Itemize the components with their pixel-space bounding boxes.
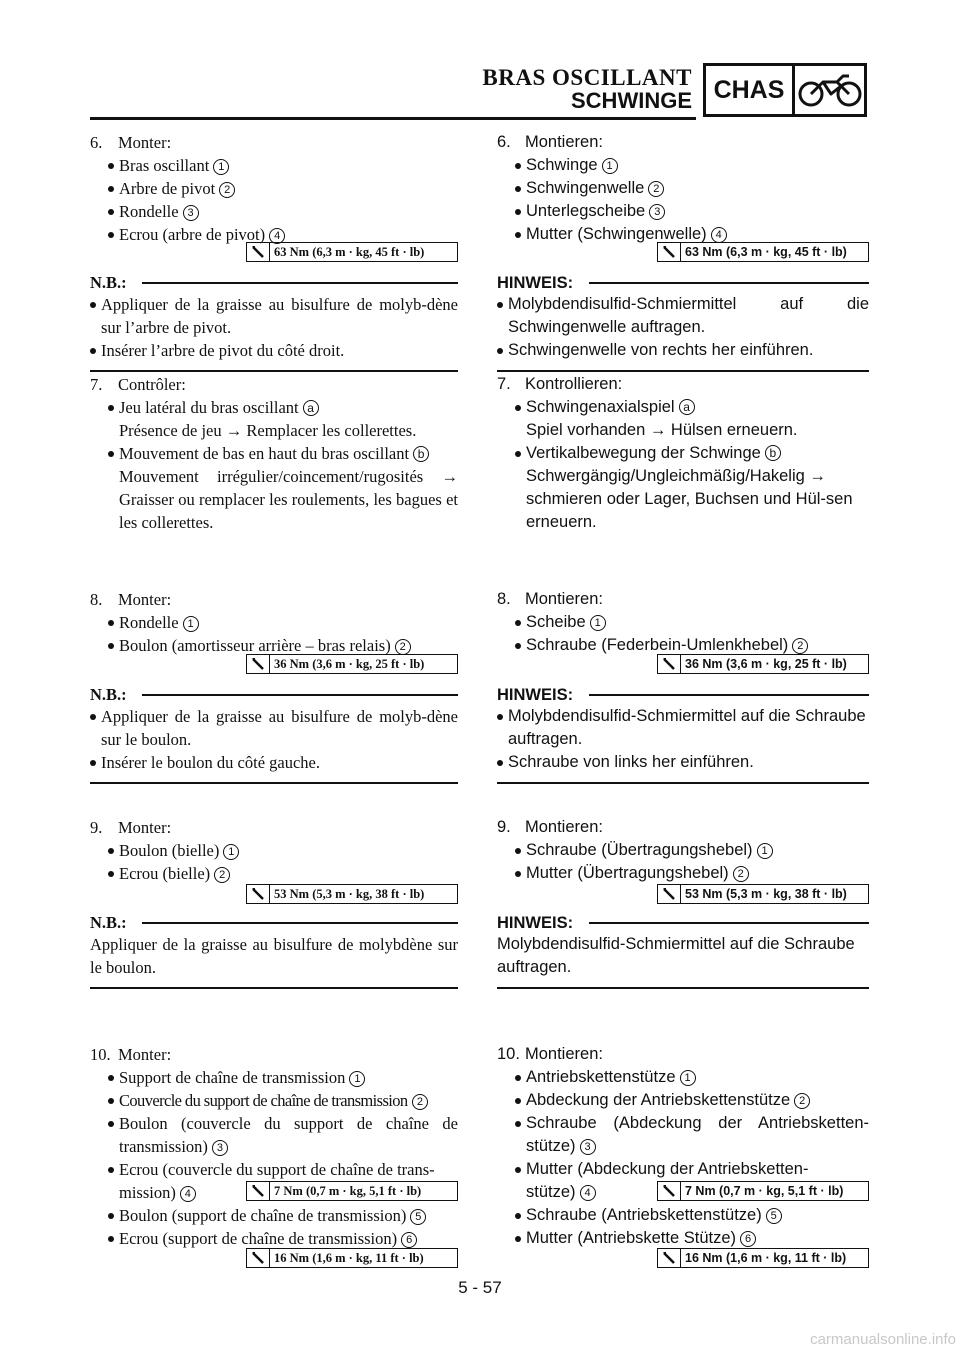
header-title-de: SCHWINGE [571,88,692,113]
step-9-fr: 9. Monter: Boulon (bielle) 1 Ecrou (bielle) 2 [90,816,458,885]
step-6-fr [90,131,458,246]
list-item: Schraube (Federbein-Umlenkhebel) 2 [497,634,869,657]
list-item: Ecrou (bielle) 2 [90,862,458,885]
step-8-de: 8. Montieren: Scheibe 1 Schraube (Federbein-Umlenkhebel) 2 [497,588,869,657]
section-badge [703,63,867,117]
list-item: Boulon (couvercle du support de chaîne de transmission) 3 [90,1112,458,1158]
note-item: Appliquer de la graisse au bisulfure de molyb-dène sur le boulon. [90,705,458,751]
list-item: Mutter (Abdeckung der Antriebsketten- stütze) 4 [497,1158,869,1204]
list-item: Ecrou (support de chaîne de transmission) 6 [90,1227,458,1250]
wrench-icon [658,1182,681,1200]
step-10-de: 10. Montieren: Antriebskettenstütze 1 Abdeckung der Antriebskettenstütze 2 Schraube (Abdeckung der Antriebsketten-stütze) 3 Mutter (Abdeckung der Antriebsketten- stütze) 4 Schraube (Antriebskettenstütze) 5 Mutter (Antriebskette Stütze) 6 [497,1043,869,1250]
torque-spec: 63 Nm (6,3 m · kg, 45 ft · lb) [657,242,869,262]
callout-1: 1 [213,159,229,175]
list-item: Mutter (Schwingenwelle) 4 [497,223,869,246]
torque-spec: 63 Nm (6,3 m · kg, 45 ft · lb) [246,242,458,262]
note-item: Molybdendisulfid-Schmiermittel auf die Schraube auftragen. [497,705,869,751]
list-item: Scheibe 1 [497,611,869,634]
page-number: 5 - 57 [458,1278,502,1297]
list-item: Rondelle 3 [90,200,458,223]
note-item: Molybdendisulfid-Schmiermittel auf die Schwingenwelle auftragen. [497,293,869,339]
list-item: Schraube (Übertragungshebel) 1 [497,839,869,862]
list-item: Boulon (support de chaîne de transmission) 5 [90,1204,458,1227]
callout-b: b [413,446,429,462]
watermark: carmanualsonline.info [810,1331,956,1348]
wrench-icon [247,885,270,903]
wrench-icon [658,885,681,903]
list-item: Antriebskettenstütze 1 [497,1066,869,1089]
torque-spec: 16 Nm (1,6 m · kg, 11 ft · lb) [657,1248,869,1268]
note-item: Appliquer de la graisse au bisulfure de molyb-dène sur l’arbre de pivot. [90,293,458,339]
list-item: Support de chaîne de transmission 1 [90,1066,458,1089]
list-item: Boulon (amortisseur arrière – bras relais) 2 [90,634,458,657]
list-item: Schraube (Antriebskettenstütze) 5 [497,1204,869,1227]
note-8-fr: N.B.: Appliquer de la graisse au bisulfure de molyb-dène sur le boulon. Insérer le boulon du côté gauche. [90,685,458,784]
note-6-fr [90,273,458,372]
callout-4: 4 [269,228,285,244]
note-9-de: HINWEIS: Molybdendisulfid-Schmiermittel auf die Schraube auftragen. [497,913,869,989]
step-9-de: 9. Montieren: Schraube (Übertragungshebel) 1 Mutter (Übertragungshebel) 2 [497,816,869,885]
callout-3: 3 [183,205,199,221]
list-item: Mouvement de bas en haut du bras oscillant b [90,442,458,465]
note-item: Schwingenwelle von rechts her einführen. [497,339,869,362]
list-item: Arbre de pivot 2 [90,177,458,200]
step-7-fr: 7. Contrôler: Jeu latéral du bras oscillant a Présence de jeu → Remplacer les collerettes. Mouvement de bas en haut du bras oscillant b Mouvement irrégulier/coincement/rugosités → Graisser ou remplacer les roulements, les bagues et les collerettes. [90,375,458,532]
list-subitem: Spiel vorhanden → Hülsen erneuern. [526,421,798,439]
list-item: Schwinge 1 [497,154,869,177]
list-subitem: Présence de jeu → Remplacer les collerettes. [119,421,417,440]
list-item: Boulon (bielle) 1 [90,839,458,862]
wrench-icon [247,655,270,673]
list-item: Jeu latéral du bras oscillant a [90,396,458,419]
wrench-icon [247,1249,270,1267]
list-item: Mutter (Antriebskette Stütze) 6 [497,1227,869,1250]
header-title-fr: BRAS OSCILLANT [482,65,692,90]
list-item: Mutter (Übertragungshebel) 2 [497,862,869,885]
list-subitem: Schwergängig/Ungleichmäßig/Hakelig → schmieren oder Lager, Buchsen und Hül-sen erneuern. [526,467,853,531]
note-label: N.B.: [90,273,127,292]
note-item: Schraube von links her einführen. [497,751,869,774]
list-item: Unterlegscheibe 3 [497,200,869,223]
step-number: 6. [90,133,103,152]
list-item: Schraube (Abdeckung der Antriebsketten-stütze) 3 [497,1112,869,1158]
list-item: Ecrou (couvercle du support de chaîne de trans- mission) 4 [90,1158,458,1204]
step-8-fr: 8. Monter: Rondelle 1 Boulon (amortisseur arrière – bras relais) 2 [90,588,458,657]
note-9-fr: N.B.: Appliquer de la graisse au bisulfure de molybdène sur le boulon. [90,913,458,989]
list-item: Bras oscillant 1 [90,154,458,177]
motorcycle-icon [795,66,864,114]
torque-spec: 36 Nm (3,6 m · kg, 25 ft · lb) [246,654,458,674]
wrench-icon [247,1182,270,1200]
list-item: Couvercle du support de chaîne de transmission 2 [90,1089,458,1112]
list-item: Schwingenwelle 2 [497,177,869,200]
list-item: Vertikalbewegung der Schwinge b [497,442,869,465]
wrench-icon [247,243,270,261]
torque-spec: 16 Nm (1,6 m · kg, 11 ft · lb) [246,1248,458,1268]
note-item: Insérer le boulon du côté gauche. [90,751,458,774]
section-label: CHAS [706,66,795,114]
step-verb: Monter: [118,133,172,152]
step-10-fr: 10. Monter: Support de chaîne de transmission 1 Couvercle du support de chaîne de transmission 2 Boulon (couvercle du support de chaîne de transmission) 3 Ecrou (couvercle du support de chaîne de trans- mission) 4 Boulon (support de chaîne de transmission) 5 Ecrou (support de chaîne de transmission) 6 [90,1045,458,1248]
note-8-de: HINWEIS: Molybdendisulfid-Schmiermittel auf die Schraube auftragen. Schraube von links her einführen. [497,685,869,784]
wrench-icon [658,1249,681,1267]
list-item: Rondelle 1 [90,611,458,634]
note-item: Appliquer de la graisse au bisulfure de molybdène sur le boulon. [90,935,458,977]
torque-spec: 36 Nm (3,6 m · kg, 25 ft · lb) [657,654,869,674]
torque-spec: 7 Nm (0,7 m · kg, 5,1 ft · lb) [246,1181,458,1201]
list-item: Schwingenaxialspiel a [497,396,869,419]
torque-spec: 7 Nm (0,7 m · kg, 5,1 ft · lb) [657,1181,869,1201]
list-subitem: Mouvement irrégulier/coincement/rugosités → Graisser ou remplacer les roulements, les bagues et les collerettes. [119,467,458,532]
list-item: Abdeckung der Antriebskettenstütze 2 [497,1089,869,1112]
header-rule [90,117,696,120]
wrench-icon [658,655,681,673]
torque-spec: 53 Nm (5,3 m · kg, 38 ft · lb) [657,884,869,904]
torque-spec: 53 Nm (5,3 m · kg, 38 ft · lb) [246,884,458,904]
note-item: Insérer l’arbre de pivot du côté droit. [90,339,458,362]
step-6-de: 6. Montieren: Schwinge 1 Schwingenwelle 2 Unterlegscheibe 3 Mutter (Schwingenwelle) 4 [497,131,869,246]
callout-2: 2 [219,182,235,198]
wrench-icon [658,243,681,261]
note-6-de: HINWEIS: Molybdendisulfid-Schmiermittel auf die Schwingenwelle auftragen. Schwingenwelle von rechts her einführen. [497,273,869,372]
list-item: Ecrou (arbre de pivot) 4 [90,223,458,246]
step-7-de: 7. Kontrollieren: Schwingenaxialspiel a Spiel vorhanden → Hülsen erneuern. Vertikalbewegung der Schwinge b Schwergängig/Ungleichmäßig/Hakelig → schmieren oder Lager, Buchsen und Hül-sen erneuern. [497,373,869,534]
note-item: Molybdendisulfid-Schmiermittel auf die Schraube auftragen. [497,935,855,976]
callout-a: a [303,400,319,416]
